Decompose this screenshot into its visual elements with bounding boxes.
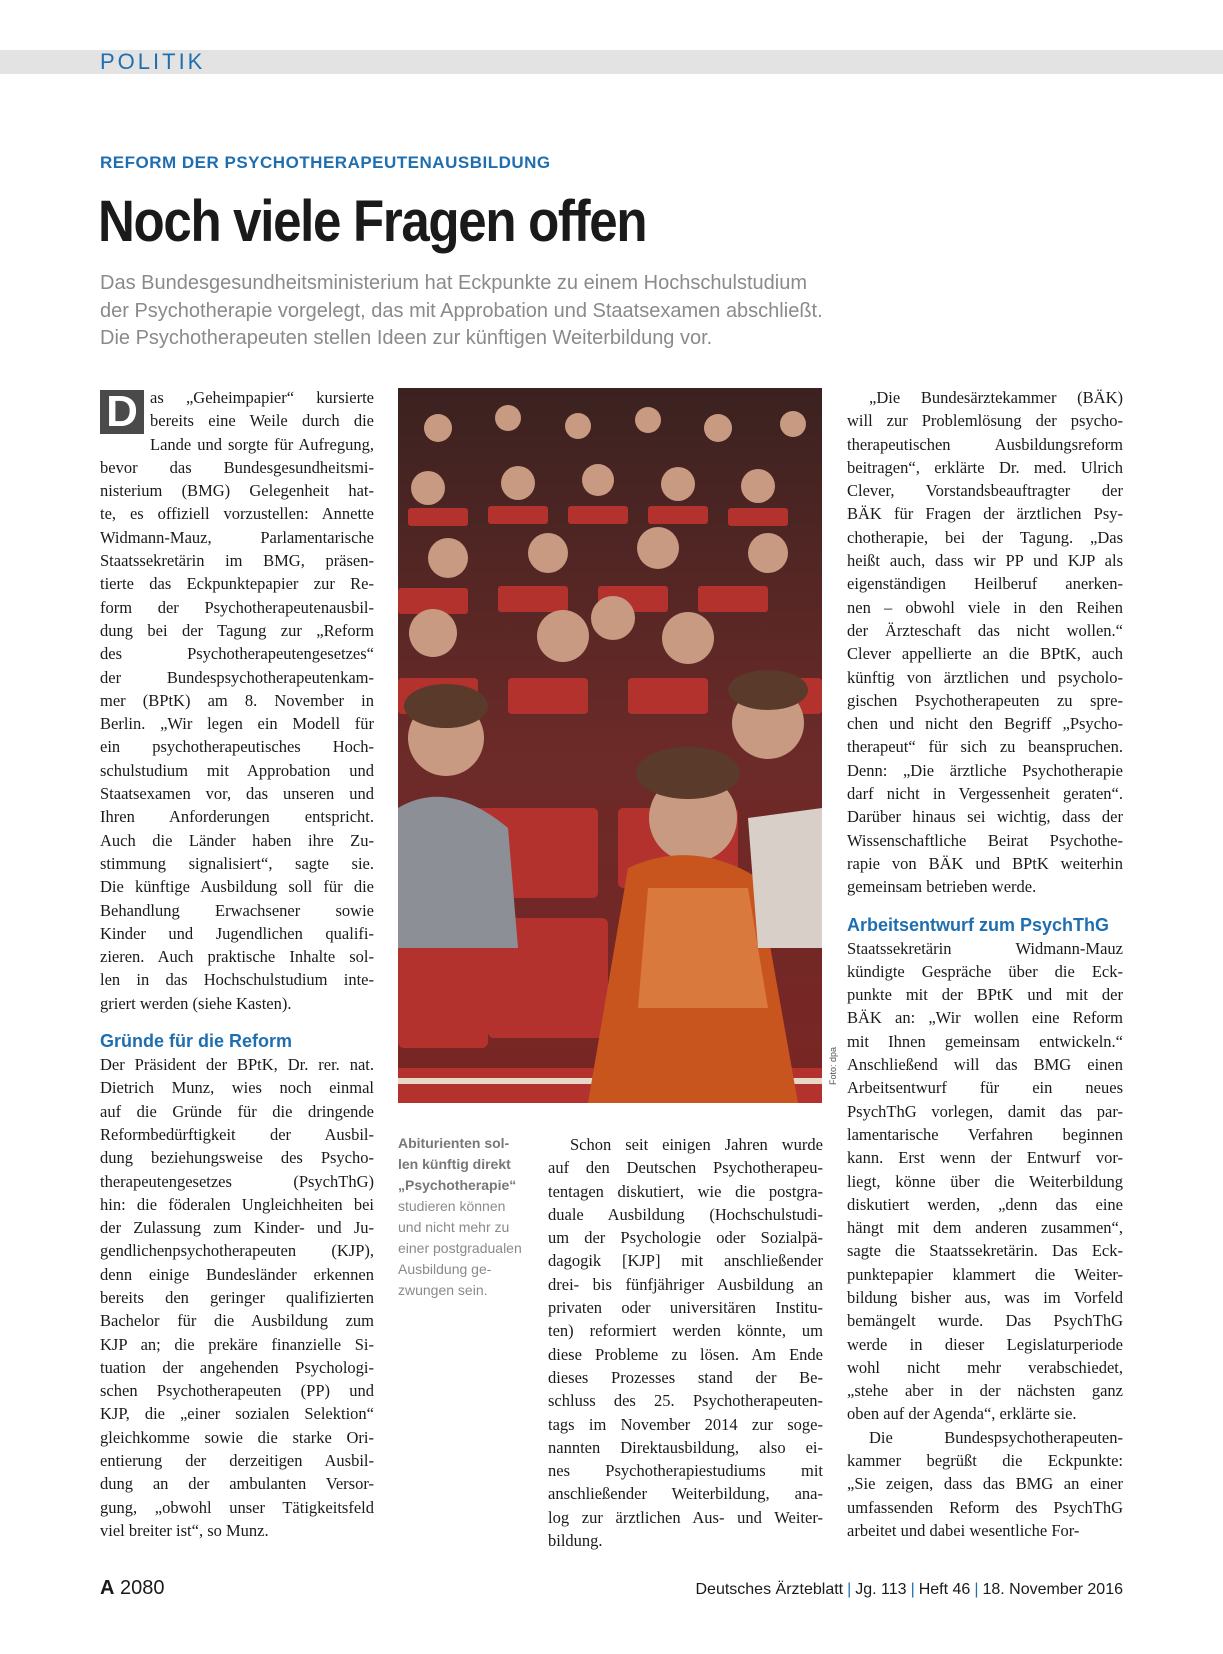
text-line: viel breiter ist“, so Munz.	[100, 1520, 269, 1540]
students-in-lecture-hall-image	[398, 388, 822, 1103]
caption-line: Ausbildung ge-	[398, 1261, 492, 1277]
caption-line: studieren können	[398, 1198, 506, 1214]
text-line: KJP, die „einer sozialen Selektion“	[100, 1404, 374, 1424]
footer-separator: |	[974, 1581, 979, 1598]
text-line: nen – obwohl viele in den Reihen	[847, 597, 1123, 617]
text-line: um der Psychologie oder Sozialpä-	[548, 1228, 823, 1248]
paragraph-baek	[847, 386, 1123, 899]
article-headline: Noch viele Fragen offen	[98, 189, 647, 254]
photo-caption	[398, 1133, 528, 1301]
text-line: denn einige Bundesländer erkennen	[100, 1264, 374, 1284]
footer-separator: |	[847, 1581, 852, 1598]
caption-line: und nicht mehr zu	[398, 1219, 510, 1235]
text-line: beitragen“, erklärte Dr. med. Ulrich	[847, 457, 1123, 477]
page-number	[100, 1577, 165, 1600]
text-line: liegt, könne über die Weiterbildung	[847, 1171, 1123, 1191]
text-line: Die Bundespsychotherapeuten-	[869, 1427, 1123, 1447]
footer-separator: |	[910, 1581, 915, 1598]
intro-paragraph	[100, 386, 374, 1015]
text-line: Berlin. „Wir legen ein Modell für	[100, 714, 374, 734]
text-line: nes Psychotherapiestudiums mit	[548, 1461, 823, 1481]
text-line: darf nicht in Vergessenheit geraten“.	[847, 784, 1123, 804]
article-kicker: REFORM DER PSYCHOTHERAPEUTENAUSBILDUNG	[100, 153, 551, 172]
text-line: ein psychotherapeutisches Hoch-	[100, 737, 374, 757]
paragraph-gruende	[100, 1053, 374, 1542]
text-line: te, es offiziell vorzustellen: Annette	[100, 504, 374, 524]
text-line: tags im November 2014 zur soge-	[548, 1414, 823, 1434]
text-line: Clever appellierte an die BPtK, auch	[847, 644, 1123, 664]
caption-line: einer postgradualen	[398, 1240, 522, 1256]
text-line: dagogik [KJP] mit anschließender	[548, 1251, 823, 1271]
text-line: kündigte Gespräche über die Eck-	[847, 961, 1123, 981]
text-line: PsychThG vorlegen, damit das par-	[847, 1101, 1123, 1121]
text-line: schulstudium mit Approbation und	[100, 760, 374, 780]
text-line: Reformbedürftigkeit der Ausbil-	[100, 1124, 374, 1144]
text-line: griert werden (siehe Kasten).	[100, 993, 292, 1013]
text-line: lamentarische Verfahren beginnen	[847, 1124, 1123, 1144]
text-line: Staatssekretärin im BMG, präsen-	[100, 551, 374, 571]
text-line: „stehe aber in der nächsten ganz	[847, 1381, 1123, 1401]
caption-bold-text: Abiturienten sol-	[398, 1135, 510, 1151]
text-line: gemeinsam betrieben werde.	[847, 877, 1037, 897]
text-line: tierte das Eckpunktepapier zur Re-	[100, 574, 374, 594]
text-line: KJP an; die prekäre finanzielle Si-	[100, 1334, 374, 1354]
text-line: Ihren Anforderungen entspricht.	[100, 807, 374, 827]
text-line: punktepapier klammert die Weiter-	[847, 1264, 1123, 1284]
text-line: nisterium (BMG) Gelegenheit hat-	[100, 481, 374, 501]
text-line: form der Psychotherapeutenausbil-	[100, 597, 374, 617]
text-line: mer (BPtK) am 8. November in	[100, 690, 374, 710]
caption-bold-line	[398, 1154, 528, 1175]
photo-credit: Foto: dpa	[828, 1046, 838, 1085]
text-line: therapeutengesetzes (PsychThG)	[100, 1171, 374, 1191]
page-number-value: 2080	[120, 1577, 165, 1599]
text-line: BÄK an: „Wir wollen eine Reform	[847, 1008, 1123, 1028]
text-line: Staatsexamen vor, das unseren und	[100, 784, 374, 804]
text-line: bemängelt wurde. Das PsychThG	[847, 1311, 1123, 1331]
caption-bold-line	[398, 1175, 528, 1196]
text-line: tuation der angehenden Psychologi-	[100, 1357, 374, 1377]
caption-bold-line	[398, 1133, 528, 1154]
text-line: Clever, Vorstandsbeauftragter der	[847, 481, 1123, 501]
text-line: BÄK für Fragen der ärztlichen Psy-	[847, 504, 1123, 524]
journal-name: Deutsches Ärzteblatt	[695, 1581, 844, 1598]
journal-issue: Heft 46	[918, 1581, 971, 1598]
text-line: anschließender Weiterbildung, ana-	[548, 1484, 823, 1504]
text-line: bildung.	[548, 1531, 603, 1551]
text-line: as „Geheimpapier“ kursierte	[150, 388, 374, 407]
text-line: Auch die Länder haben ihre Zu-	[100, 830, 374, 850]
text-line: diskutiert werden, „denn das eine	[847, 1194, 1123, 1214]
text-line: bildung bisher aus, was im Vorfeld	[847, 1287, 1123, 1307]
text-line: Staatssekretärin Widmann-Mauz	[847, 938, 1123, 958]
lecture-hall-photo	[398, 388, 822, 1103]
text-line: kann. Erst wenn der Entwurf vor-	[847, 1148, 1123, 1168]
text-line: Anschließend will das BMG einen	[847, 1055, 1123, 1075]
text-line: eigenständigen Heilberuf anerken-	[847, 574, 1123, 594]
text-line: Wissenschaftliche Beirat Psychothe-	[847, 830, 1123, 850]
text-line: privaten oder universitären Institu-	[548, 1298, 823, 1318]
page-prefix: A	[100, 1577, 115, 1599]
paragraph-bptk	[847, 1426, 1123, 1542]
text-line: der Zulassung zum Kinder- und Ju-	[100, 1218, 374, 1238]
text-line: arbeitet und dabei wesentliche For-	[847, 1520, 1080, 1540]
text-line: werde in dieser Legislaturperiode	[847, 1334, 1123, 1354]
text-line: Die künftige Ausbildung soll für die	[100, 877, 374, 897]
caption-bold-text: len künftig direkt	[398, 1156, 511, 1172]
text-line: Dietrich Munz, wies noch einmal	[100, 1078, 374, 1098]
lead-line: Das Bundesgesundheitsministerium hat Eckpunkte zu einem Hochschulstudium	[100, 272, 808, 294]
text-line: stimmung signalisiert“, sagte sie.	[100, 853, 374, 873]
text-line: bevor das Bundesgesundheitsmi-	[100, 457, 374, 477]
drop-cap: D	[100, 390, 144, 434]
text-line: entierung der derzeitigen Ausbil-	[100, 1451, 374, 1471]
paragraph-arbeitsentwurf	[847, 937, 1123, 1426]
text-line: bereits den geringer qualifizierten	[100, 1287, 374, 1307]
text-line: tentagen diskutiert, wie die postgra-	[548, 1181, 823, 1201]
journal-date: 18. November 2016	[982, 1581, 1123, 1598]
text-line: therapeut“ für sich zu beanspruchen.	[847, 737, 1123, 757]
text-line: schen Psychotherapeuten (PP) und	[100, 1381, 374, 1401]
text-line: Darüber hinaus sei wichtig, dass der	[847, 807, 1123, 827]
text-line: drei- bis fünfjähriger Ausbildung an	[548, 1274, 823, 1294]
text-line: Kinder und Jugendlichen qualifi-	[100, 923, 374, 943]
text-line: umfassenden Reform des PsychThG	[847, 1497, 1123, 1517]
journal-volume: Jg. 113	[855, 1581, 907, 1598]
text-line: rapie von BÄK und BPtK weiterhin	[847, 853, 1123, 873]
text-line: ten) reformiert werden könnte, um	[548, 1321, 823, 1341]
text-line: duale Ausbildung (Hochschulstudi-	[548, 1204, 823, 1224]
subhead-arbeitsentwurf: Arbeitsentwurf zum PsychThG	[847, 914, 1110, 935]
text-line: Der Präsident der BPtK, Dr. rer. nat.	[100, 1055, 374, 1075]
article-lead	[100, 270, 980, 353]
text-line: Widmann-Mauz, Parlamentarische	[100, 527, 374, 547]
text-line: gischen Psychotherapeuten zu spre-	[847, 690, 1123, 710]
column-3	[548, 1133, 823, 1552]
text-line: des Psychotherapeutengesetzes“	[100, 644, 374, 664]
column-1	[100, 386, 374, 1542]
text-line: zieren. Auch praktische Inhalte sol-	[100, 947, 374, 967]
text-line: log zur ärztlichen Aus- und Weiter-	[548, 1507, 823, 1527]
text-line: auf den Deutschen Psychotherapeu-	[548, 1158, 823, 1178]
text-line: Denn: „Die ärztliche Psychotherapie	[847, 760, 1123, 780]
text-line: oben auf der Agenda“, erklärte sie.	[847, 1404, 1077, 1424]
text-line: gung, „obwohl unser Tätigkeitsfeld	[100, 1497, 374, 1517]
text-line: Lande und sorgte für Aufregung,	[150, 434, 374, 454]
text-line: heißt auch, dass wir PP und KJP als	[847, 551, 1123, 571]
text-line: gendlichenpsychotherapeuten (KJP),	[100, 1241, 374, 1261]
text-line: therapeutischen Ausbildungsreform	[847, 434, 1123, 454]
text-line: dieses Prozesses stand der Be-	[548, 1367, 823, 1387]
text-line: mit Ihnen gemeinsam entwickeln.“	[847, 1031, 1123, 1051]
text-line: der Bundespsychotherapeutenkam-	[100, 667, 374, 687]
text-line: len in das Hochschulstudium inte-	[100, 970, 374, 990]
text-line: Schon seit einigen Jahren wurde	[570, 1135, 823, 1154]
column-4	[847, 386, 1123, 1542]
text-line: hin: die föderalen Ungleichheiten bei	[100, 1194, 374, 1214]
text-line: dung bei der Tagung zur „Reform	[100, 620, 374, 640]
text-line: diese Probleme zu lösen. Am Ende	[548, 1344, 823, 1364]
journal-footer	[695, 1581, 1123, 1599]
text-line: wohl nicht mehr verabschiedet,	[847, 1357, 1123, 1377]
text-line: Bachelor für die Ausbildung zum	[100, 1311, 374, 1331]
text-line: „Die Bundesärztekammer (BÄK)	[869, 388, 1123, 407]
text-line: schluss des 25. Psychotherapeuten-	[548, 1391, 823, 1411]
lead-line: der Psychotherapie vorgelegt, das mit Approbation und Staatsexamen abschließt.	[100, 299, 823, 322]
text-line: hängt mit dem anderen zusammen“,	[847, 1218, 1123, 1238]
section-label: POLITIK	[100, 49, 206, 74]
caption-bold-text: „Psychotherapie“	[398, 1177, 517, 1193]
text-line: kammer begrüßt die Eckpunkte:	[847, 1451, 1123, 1471]
text-line: chen und nicht den Begriff „Psycho-	[847, 714, 1123, 734]
caption-line: zwungen sein.	[398, 1282, 488, 1298]
text-line: punkte mit der BPtK und mit der	[847, 985, 1123, 1005]
subhead-gruende: Gründe für die Reform	[100, 1031, 293, 1052]
text-line: Arbeitsentwurf für ein neues	[847, 1078, 1123, 1098]
text-line: will zur Problemlösung der psycho-	[847, 411, 1123, 431]
text-line: sagte die Staatssekretärin. Das Eck-	[847, 1241, 1123, 1261]
text-line: bereits eine Weile durch die	[150, 411, 374, 431]
text-line: dung beziehungsweise des Psycho-	[100, 1148, 374, 1168]
lead-line: Die Psychotherapeuten stellen Ideen zur künftigen Weiterbildung vor.	[100, 327, 713, 349]
text-line: dung an der ambulanten Versor-	[100, 1474, 374, 1494]
text-line: Behandlung Erwachsener sowie	[100, 900, 374, 920]
text-line: künftig von ärztlichen und psycholo-	[847, 667, 1123, 687]
text-line: der Ärzteschaft das nicht wollen.“	[847, 620, 1123, 640]
text-line: nannten Direktausbildung, also ei-	[548, 1437, 823, 1457]
text-line: auf die Gründe für die dringende	[100, 1101, 374, 1121]
text-line: chotherapie, bei der Tagung. „Das	[847, 527, 1123, 547]
text-line: „Sie zeigen, dass das BMG an einer	[847, 1474, 1123, 1494]
text-line: gleichkomme sowie die starke Ori-	[100, 1427, 374, 1447]
